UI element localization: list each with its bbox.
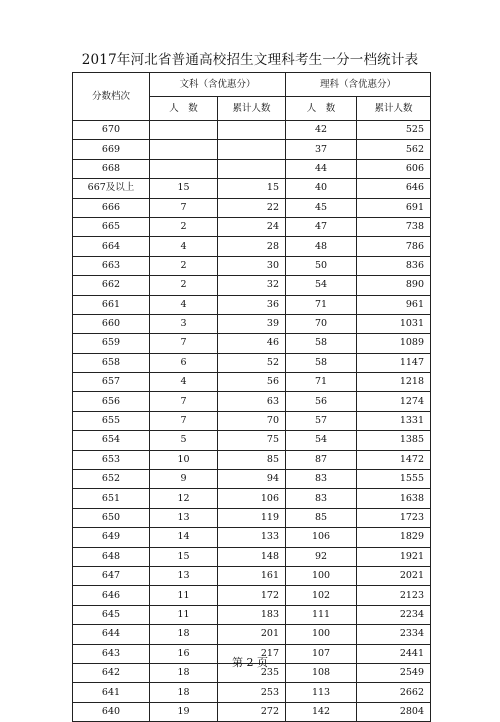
- score-cell: 648: [73, 547, 150, 566]
- li-count-cell: 58: [286, 334, 357, 353]
- score-cell: 669: [73, 140, 150, 159]
- li-cumulative-cell: 1147: [357, 353, 431, 372]
- score-cell: 647: [73, 566, 150, 585]
- score-cell: 641: [73, 683, 150, 702]
- wen-cumulative-cell: 201: [218, 625, 286, 644]
- li-count-cell: 102: [286, 586, 357, 605]
- score-cell: 667及以上: [73, 179, 150, 198]
- li-cumulative-cell: 2662: [357, 683, 431, 702]
- wen-count-cell: 11: [150, 605, 218, 624]
- li-cumulative-cell: 961: [357, 295, 431, 314]
- wen-count-cell: 13: [150, 566, 218, 585]
- li-count-cell: 83: [286, 489, 357, 508]
- table-row: [73, 431, 431, 450]
- li-count-cell: 71: [286, 373, 357, 392]
- wen-count-cell: 6: [150, 353, 218, 372]
- li-cumulative-cell: 1089: [357, 334, 431, 353]
- li-cumulative-cell: 1385: [357, 431, 431, 450]
- wen-cumulative-cell: 106: [218, 489, 286, 508]
- table-row: [73, 256, 431, 275]
- li-cumulative-cell: 1921: [357, 547, 431, 566]
- wen-count-cell: 7: [150, 411, 218, 430]
- table-body: [73, 121, 431, 722]
- li-count-cell: 58: [286, 353, 357, 372]
- li-count-cell: 71: [286, 295, 357, 314]
- li-count-cell: 100: [286, 625, 357, 644]
- wen-cumulative-cell: 63: [218, 392, 286, 411]
- wen-count-cell: 19: [150, 702, 218, 721]
- li-cumulative-cell: 1723: [357, 508, 431, 527]
- table-row: [73, 702, 431, 721]
- li-cumulative-cell: 2334: [357, 625, 431, 644]
- li-cumulative-cell: 646: [357, 179, 431, 198]
- score-cell: 643: [73, 644, 150, 663]
- li-count-cell: 54: [286, 276, 357, 295]
- table-row: [73, 470, 431, 489]
- header-wen: 文科（含优惠分）: [150, 73, 286, 97]
- li-cumulative-cell: 2549: [357, 663, 431, 682]
- table-row: [73, 528, 431, 547]
- wen-count-cell: 18: [150, 663, 218, 682]
- li-count-cell: 142: [286, 702, 357, 721]
- li-cumulative-cell: 786: [357, 237, 431, 256]
- wen-cumulative-cell: 253: [218, 683, 286, 702]
- score-cell: 657: [73, 373, 150, 392]
- table-row: [73, 450, 431, 469]
- li-count-cell: 83: [286, 470, 357, 489]
- wen-cumulative-cell: 22: [218, 198, 286, 217]
- wen-cumulative-cell: 217: [218, 644, 286, 663]
- li-count-cell: 54: [286, 431, 357, 450]
- wen-count-cell: 2: [150, 256, 218, 275]
- score-cell: 656: [73, 392, 150, 411]
- score-cell: 642: [73, 663, 150, 682]
- table-row: [73, 237, 431, 256]
- wen-cumulative-cell: 36: [218, 295, 286, 314]
- wen-count-cell: 18: [150, 683, 218, 702]
- wen-count-cell: 5: [150, 431, 218, 450]
- li-count-cell: 50: [286, 256, 357, 275]
- wen-cumulative-cell: 32: [218, 276, 286, 295]
- score-cell: 664: [73, 237, 150, 256]
- score-distribution-table: [72, 72, 431, 722]
- table-row: [73, 314, 431, 333]
- score-cell: 661: [73, 295, 150, 314]
- wen-cumulative-cell: 235: [218, 663, 286, 682]
- li-cumulative-cell: 2021: [357, 566, 431, 585]
- wen-count-cell: 18: [150, 625, 218, 644]
- score-cell: 646: [73, 586, 150, 605]
- table-row: [73, 489, 431, 508]
- table-row: [73, 411, 431, 430]
- wen-count-cell: 4: [150, 237, 218, 256]
- table-row: [73, 353, 431, 372]
- score-cell: 665: [73, 217, 150, 236]
- wen-cumulative-cell: 28: [218, 237, 286, 256]
- li-count-cell: 48: [286, 237, 357, 256]
- wen-count-cell: [150, 159, 218, 178]
- score-cell: 645: [73, 605, 150, 624]
- wen-count-cell: 14: [150, 528, 218, 547]
- li-count-cell: 107: [286, 644, 357, 663]
- page-number: 第 2 页: [232, 656, 268, 669]
- wen-cumulative-cell: 161: [218, 566, 286, 585]
- li-cumulative-cell: 1638: [357, 489, 431, 508]
- wen-cumulative-cell: 85: [218, 450, 286, 469]
- li-count-cell: 44: [286, 159, 357, 178]
- li-cumulative-cell: 836: [357, 256, 431, 275]
- li-count-cell: 40: [286, 179, 357, 198]
- score-cell: 660: [73, 314, 150, 333]
- wen-count-cell: 10: [150, 450, 218, 469]
- li-cumulative-cell: 890: [357, 276, 431, 295]
- wen-cumulative-cell: 272: [218, 702, 286, 721]
- header-row-top: [73, 73, 431, 97]
- li-count-cell: 57: [286, 411, 357, 430]
- wen-cumulative-cell: 15: [218, 179, 286, 198]
- score-cell: 649: [73, 528, 150, 547]
- score-cell: 668: [73, 159, 150, 178]
- wen-count-cell: 12: [150, 489, 218, 508]
- wen-cumulative-cell: 172: [218, 586, 286, 605]
- wen-cumulative-cell: 30: [218, 256, 286, 275]
- table-row: [73, 586, 431, 605]
- wen-count-cell: [150, 140, 218, 159]
- wen-cumulative-cell: 56: [218, 373, 286, 392]
- wen-cumulative-cell: 24: [218, 217, 286, 236]
- li-cumulative-cell: 1472: [357, 450, 431, 469]
- wen-count-cell: 7: [150, 334, 218, 353]
- table-row: [73, 121, 431, 140]
- wen-cumulative-cell: 183: [218, 605, 286, 624]
- score-cell: 659: [73, 334, 150, 353]
- score-cell: 653: [73, 450, 150, 469]
- li-count-cell: 100: [286, 566, 357, 585]
- header-wen-count: 人 数: [150, 97, 218, 121]
- li-count-cell: 70: [286, 314, 357, 333]
- wen-cumulative-cell: 70: [218, 411, 286, 430]
- table-row: [73, 217, 431, 236]
- header-li-count: 人 数: [286, 97, 357, 121]
- table-row: [73, 508, 431, 527]
- li-cumulative-cell: 2123: [357, 586, 431, 605]
- li-count-cell: 42: [286, 121, 357, 140]
- table-row: [73, 159, 431, 178]
- wen-count-cell: 4: [150, 295, 218, 314]
- wen-count-cell: 2: [150, 217, 218, 236]
- header-li: 理科（含优惠分）: [286, 73, 431, 97]
- wen-cumulative-cell: 39: [218, 314, 286, 333]
- table-row: [73, 295, 431, 314]
- table-row: [73, 566, 431, 585]
- header-score: 分数档次: [73, 73, 150, 121]
- li-cumulative-cell: 691: [357, 198, 431, 217]
- wen-count-cell: 4: [150, 373, 218, 392]
- wen-count-cell: 16: [150, 644, 218, 663]
- li-cumulative-cell: 2234: [357, 605, 431, 624]
- score-cell: 654: [73, 431, 150, 450]
- li-cumulative-cell: 1829: [357, 528, 431, 547]
- wen-cumulative-cell: [218, 159, 286, 178]
- li-cumulative-cell: 1331: [357, 411, 431, 430]
- li-count-cell: 106: [286, 528, 357, 547]
- wen-count-cell: 13: [150, 508, 218, 527]
- score-cell: 670: [73, 121, 150, 140]
- wen-cumulative-cell: 52: [218, 353, 286, 372]
- table-row: [73, 392, 431, 411]
- wen-cumulative-cell: [218, 140, 286, 159]
- table-row: [73, 547, 431, 566]
- wen-count-cell: 15: [150, 547, 218, 566]
- wen-cumulative-cell: [218, 121, 286, 140]
- li-cumulative-cell: 738: [357, 217, 431, 236]
- table-row: [73, 179, 431, 198]
- score-cell: 652: [73, 470, 150, 489]
- page-title: 2017年河北省普通高校招生文理科考生一分一档统计表: [81, 52, 419, 68]
- score-cell: 655: [73, 411, 150, 430]
- li-cumulative-cell: 1555: [357, 470, 431, 489]
- score-cell: 640: [73, 702, 150, 721]
- score-cell: 644: [73, 625, 150, 644]
- li-cumulative-cell: 1031: [357, 314, 431, 333]
- li-count-cell: 108: [286, 663, 357, 682]
- table-row: [73, 140, 431, 159]
- li-cumulative-cell: 1274: [357, 392, 431, 411]
- wen-count-cell: 2: [150, 276, 218, 295]
- header-wen-cumulative: 累计人数: [218, 97, 286, 121]
- li-cumulative-cell: 2804: [357, 702, 431, 721]
- table-row: [73, 198, 431, 217]
- wen-cumulative-cell: 46: [218, 334, 286, 353]
- score-cell: 658: [73, 353, 150, 372]
- li-cumulative-cell: 525: [357, 121, 431, 140]
- li-count-cell: 87: [286, 450, 357, 469]
- wen-cumulative-cell: 119: [218, 508, 286, 527]
- wen-count-cell: 11: [150, 586, 218, 605]
- li-count-cell: 111: [286, 605, 357, 624]
- score-cell: 662: [73, 276, 150, 295]
- table-row: [73, 373, 431, 392]
- li-count-cell: 47: [286, 217, 357, 236]
- li-count-cell: 45: [286, 198, 357, 217]
- wen-cumulative-cell: 148: [218, 547, 286, 566]
- li-count-cell: 113: [286, 683, 357, 702]
- table-row: [73, 334, 431, 353]
- wen-count-cell: 9: [150, 470, 218, 489]
- wen-count-cell: 3: [150, 314, 218, 333]
- wen-count-cell: 7: [150, 198, 218, 217]
- header-li-cumulative: 累计人数: [357, 97, 431, 121]
- wen-count-cell: [150, 121, 218, 140]
- li-cumulative-cell: 562: [357, 140, 431, 159]
- li-count-cell: 56: [286, 392, 357, 411]
- wen-cumulative-cell: 94: [218, 470, 286, 489]
- score-cell: 666: [73, 198, 150, 217]
- table-row: [73, 605, 431, 624]
- li-count-cell: 37: [286, 140, 357, 159]
- score-cell: 663: [73, 256, 150, 275]
- li-count-cell: 85: [286, 508, 357, 527]
- score-cell: 650: [73, 508, 150, 527]
- wen-cumulative-cell: 75: [218, 431, 286, 450]
- table-row: [73, 625, 431, 644]
- wen-count-cell: 7: [150, 392, 218, 411]
- table-row: [73, 683, 431, 702]
- wen-cumulative-cell: 133: [218, 528, 286, 547]
- li-cumulative-cell: 2441: [357, 644, 431, 663]
- table-row: [73, 276, 431, 295]
- li-cumulative-cell: 1218: [357, 373, 431, 392]
- li-count-cell: 92: [286, 547, 357, 566]
- wen-count-cell: 15: [150, 179, 218, 198]
- li-cumulative-cell: 606: [357, 159, 431, 178]
- score-cell: 651: [73, 489, 150, 508]
